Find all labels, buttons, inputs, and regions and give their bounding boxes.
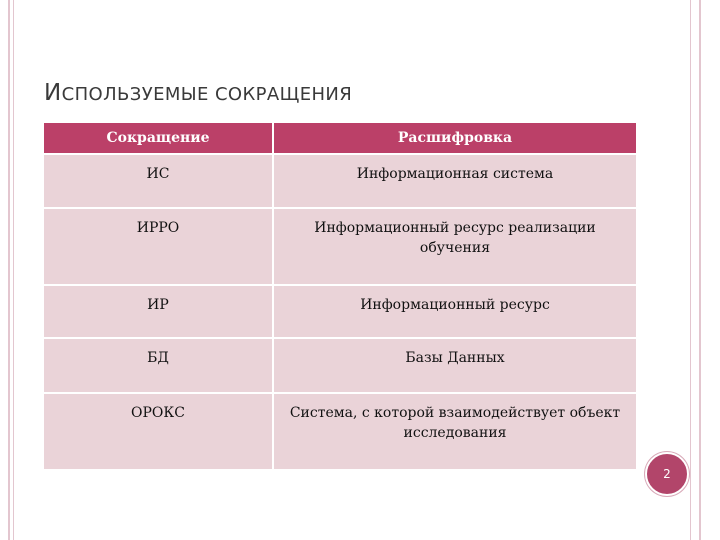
abbreviation-cell: ОРОКС bbox=[43, 393, 273, 470]
abbreviations-table bbox=[42, 121, 638, 471]
table-row bbox=[43, 154, 637, 208]
page-number-badge: 2 bbox=[645, 452, 689, 496]
column-header-meaning: Расшифровка bbox=[273, 122, 637, 154]
frame-line-right-outer bbox=[699, 0, 701, 540]
meaning-cell: Информационный ресурс bbox=[273, 285, 637, 338]
table-row bbox=[43, 393, 637, 470]
table-row bbox=[43, 338, 637, 393]
meaning-cell: Информационный ресурс реализации обучения bbox=[273, 208, 637, 285]
frame-line-left-inner bbox=[13, 0, 14, 540]
meaning-cell: Система, с которой взаимодействует объект исследования bbox=[273, 393, 637, 470]
abbreviation-cell: ИР bbox=[43, 285, 273, 338]
frame-line-right-inner bbox=[690, 0, 691, 540]
slide-title bbox=[44, 80, 352, 106]
slide-title-rest: СПОЛЬЗУЕМЫЕ СОКРАЩЕНИЯ bbox=[61, 84, 353, 105]
frame-line-left-outer bbox=[8, 0, 10, 540]
column-header-abbreviation: Сокращение bbox=[43, 122, 273, 154]
abbreviation-cell: БД bbox=[43, 338, 273, 393]
abbreviation-cell: ИРРО bbox=[43, 208, 273, 285]
slide-title-initial: И bbox=[44, 80, 62, 106]
table-header-row bbox=[43, 122, 637, 154]
table-row bbox=[43, 208, 637, 285]
meaning-cell: Базы Данных bbox=[273, 338, 637, 393]
meaning-cell: Информационная система bbox=[273, 154, 637, 208]
table-row bbox=[43, 285, 637, 338]
abbreviation-cell: ИС bbox=[43, 154, 273, 208]
